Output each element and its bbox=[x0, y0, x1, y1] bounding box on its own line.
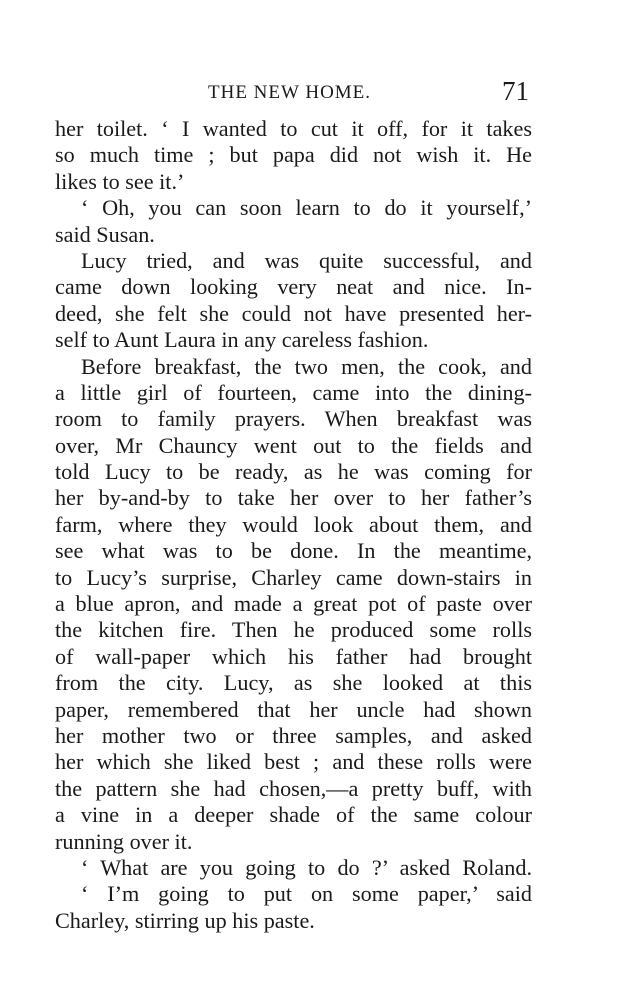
text-line: of wall-paper which his father had brought bbox=[55, 643, 532, 669]
text-line: from the city. Lucy, as she looked at this bbox=[55, 670, 532, 696]
text-line: room to family prayers. When breakfast was bbox=[55, 406, 532, 432]
text-line: ‘ What are you going to do ?’ asked Roland. bbox=[81, 854, 532, 880]
text-line: a vine in a deeper shade of the same colour bbox=[55, 802, 532, 828]
text-line: paper, remembered that her uncle had shown bbox=[55, 696, 532, 722]
text-line: her toilet. ‘ I wanted to cut it off, for it takes bbox=[55, 116, 532, 141]
running-title: THE NEW HOME. bbox=[208, 82, 372, 103]
text-line: likes to see it.’ bbox=[55, 168, 185, 194]
body-text bbox=[55, 116, 532, 934]
text-line: deed, she felt she could not have presented her- bbox=[55, 300, 532, 326]
text-line: over, Mr Chauncy went out to the fields and bbox=[55, 432, 532, 458]
text-line: her by-and-by to take her over to her father’s bbox=[55, 485, 532, 511]
text-line: said Susan. bbox=[55, 221, 155, 247]
text-line: Lucy tried, and was quite successful, and bbox=[81, 247, 532, 273]
text-line: a little girl of fourteen, came into the dining- bbox=[55, 379, 532, 405]
text-line: so much time ; but papa did not wish it. He bbox=[55, 142, 532, 168]
text-line: ‘ I’m going to put on some paper,’ said bbox=[81, 881, 532, 907]
text-line: told Lucy to be ready, as he was coming for bbox=[55, 459, 532, 485]
text-line: her mother two or three samples, and asked bbox=[55, 722, 532, 748]
text-line: a blue apron, and made a great pot of paste over bbox=[55, 591, 532, 617]
text-line: ‘ Oh, you can soon learn to do it yourself,’ bbox=[81, 195, 532, 221]
running-head bbox=[0, 76, 625, 108]
text-line: Charley, stirring up his paste. bbox=[55, 907, 315, 933]
page-number: 71 bbox=[502, 76, 529, 106]
text-line: the pattern she had chosen,—a pretty buff, with bbox=[55, 775, 532, 801]
text-line: running over it. bbox=[55, 828, 193, 854]
text-line: Before breakfast, the two men, the cook, and bbox=[81, 353, 532, 379]
text-line: her which she liked best ; and these rolls were bbox=[55, 749, 532, 775]
text-line: self to Aunt Laura in any careless fashion. bbox=[55, 327, 429, 353]
text-line: farm, where they would look about them, and bbox=[55, 511, 532, 537]
text-line: came down looking very neat and nice. In- bbox=[55, 274, 532, 300]
text-line: the kitchen fire. Then he produced some rolls bbox=[55, 617, 532, 643]
text-line: see what was to be done. In the meantime, bbox=[55, 538, 532, 564]
text-line: to Lucy’s surprise, Charley came down-stairs in bbox=[55, 564, 532, 590]
